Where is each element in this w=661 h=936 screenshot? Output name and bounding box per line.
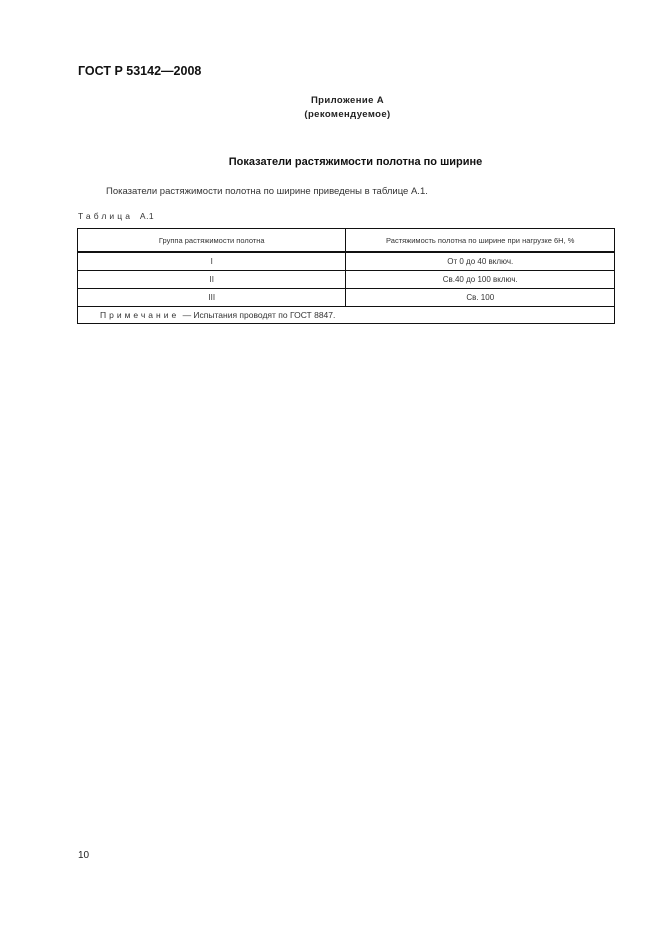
appendix-heading [0, 94, 661, 122]
table-row [78, 271, 615, 289]
cell-stretch: От 0 до 40 включ. [346, 252, 615, 271]
table-note [78, 307, 615, 324]
table-caption-number: А.1 [139, 211, 155, 221]
table-row [78, 289, 615, 307]
appendix-subtitle: (рекомендуемое) [304, 109, 391, 120]
table-caption [78, 211, 154, 221]
stretch-groups-table [77, 228, 615, 324]
cell-group: III [78, 289, 346, 307]
page-number: 10 [78, 850, 90, 861]
intro-paragraph: Показатели растяжимости полотна по ширине приведены в таблице А.1. [106, 186, 428, 197]
cell-group: I [78, 252, 346, 271]
cell-group: II [78, 271, 346, 289]
section-title-text: Показатели растяжимости полотна по ширине [228, 156, 483, 168]
cell-stretch: Св. 100 [346, 289, 615, 307]
column-header-group: Группа растяжимости полотна [78, 229, 346, 253]
table-row [78, 252, 615, 271]
table-caption-word: Таблица [78, 211, 134, 221]
cell-stretch: Св.40 до 100 включ. [346, 271, 615, 289]
appendix-title: Приложение А [310, 95, 385, 106]
column-header-stretch: Растяжимость полотна по ширине при нагрузке 6Н, % [346, 229, 615, 253]
note-label: Примечание [100, 310, 180, 320]
document-code-header: ГОСТ Р 53142—2008 [78, 64, 202, 78]
note-text: — Испытания проводят по ГОСТ 8847. [180, 310, 336, 320]
table-header-row [78, 229, 615, 253]
section-title [0, 156, 661, 168]
table-note-row [78, 307, 615, 324]
